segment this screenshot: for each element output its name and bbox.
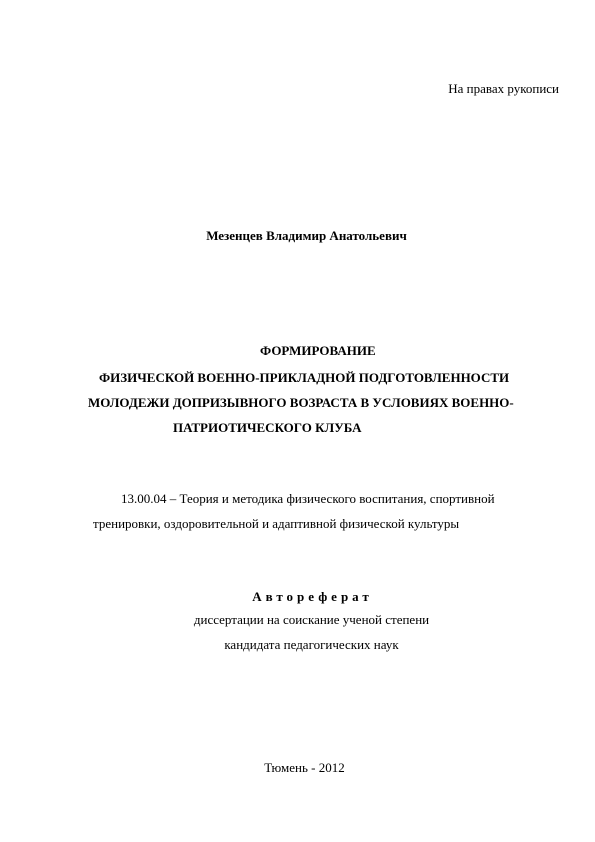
rights-note: На правах рукописи	[448, 81, 559, 96]
title-line-3: МОЛОДЕЖИ ДОПРИЗЫВНОГО ВОЗРАСТА В УСЛОВИЯХ ВОЕННО-	[88, 395, 514, 410]
degree-line-1: диссертации на соискание ученой степени	[193, 612, 430, 627]
title-line-4: ПАТРИОТИЧЕСКОГО КЛУБА	[173, 420, 362, 435]
author-name: Мезенцев Владимир Анатольевич	[206, 228, 407, 243]
title-line-2: ФИЗИЧЕСКОЙ ВОЕННО-ПРИКЛАДНОЙ ПОДГОТОВЛЕННОСТИ	[99, 370, 510, 385]
specialty-line-2: тренировки, оздоровительной и адаптивной физической культуры	[93, 516, 460, 531]
place-year: Тюмень - 2012	[264, 760, 345, 775]
specialty-line-1: 13.00.04 – Теория и методика физического воспитания, спортивной	[121, 491, 495, 506]
degree-line-2: кандидата педагогических наук	[224, 637, 399, 652]
title-line-1: ФОРМИРОВАНИЕ	[260, 343, 376, 358]
abstract-label: Автореферат	[252, 589, 373, 604]
